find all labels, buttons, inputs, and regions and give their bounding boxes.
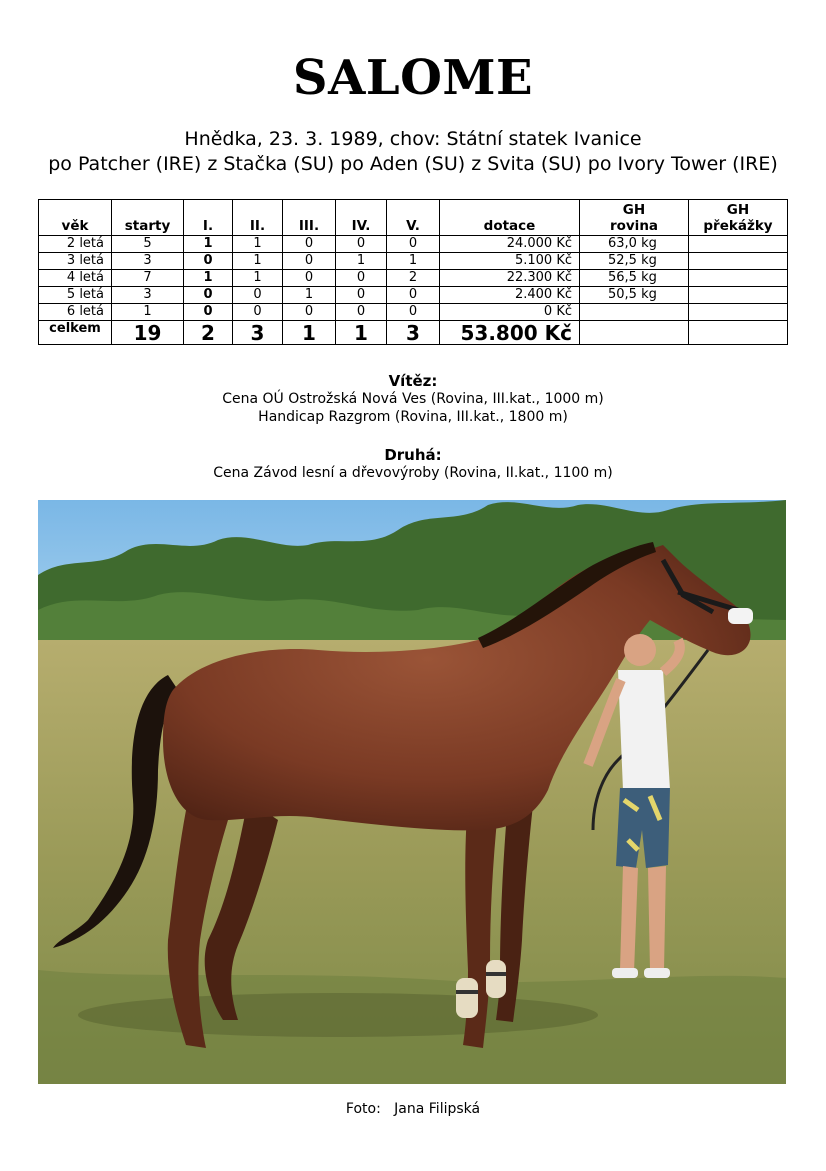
cell-age: 4 letá xyxy=(39,270,112,287)
table-header-row xyxy=(39,200,788,236)
cell-prize: 0 Kč xyxy=(440,304,580,321)
cell-third: 0 xyxy=(283,253,336,270)
cell-second: 1 xyxy=(233,253,283,270)
wins-section xyxy=(0,372,826,426)
col-header-second: II. xyxy=(233,200,283,236)
cell-starts: 7 xyxy=(112,270,184,287)
cell-fourth: 0 xyxy=(336,287,387,304)
cell-fourth: 0 xyxy=(336,304,387,321)
cell-gh-flat: 63,0 kg xyxy=(580,236,689,253)
cell-age: 5 letá xyxy=(39,287,112,304)
cell-age: 6 letá xyxy=(39,304,112,321)
cell-first: 1 xyxy=(184,236,233,253)
cell-fourth: 1 xyxy=(336,253,387,270)
race-statistics-table xyxy=(38,199,788,345)
cell-third: 1 xyxy=(283,321,336,345)
table-row xyxy=(39,253,788,270)
cell-fourth: 0 xyxy=(336,270,387,287)
cell-prize: 22.300 Kč xyxy=(440,270,580,287)
cell-fifth: 2 xyxy=(387,270,440,287)
horse-photo xyxy=(38,500,786,1084)
cell-gh-jump xyxy=(689,270,788,287)
cell-prize: 53.800 Kč xyxy=(440,321,580,345)
col-header-starts: starty xyxy=(112,200,184,236)
pedigree-line: po Patcher (IRE) z Stačka (SU) po Aden (SU) z Svita (SU) po Ivory Tower (IRE) xyxy=(48,153,778,175)
cell-fifth: 0 xyxy=(387,304,440,321)
col-header-third: III. xyxy=(283,200,336,236)
cell-fourth: 1 xyxy=(336,321,387,345)
cell-fifth: 3 xyxy=(387,321,440,345)
cell-third: 0 xyxy=(283,304,336,321)
col-header-prize: dotace xyxy=(440,200,580,236)
cell-second: 3 xyxy=(233,321,283,345)
photo-credit-author: Jana Filipská xyxy=(394,1101,481,1117)
cell-gh-flat xyxy=(580,321,689,345)
cell-fourth: 0 xyxy=(336,236,387,253)
cell-age: 3 letá xyxy=(39,253,112,270)
cell-prize: 5.100 Kč xyxy=(440,253,580,270)
cell-starts: 5 xyxy=(112,236,184,253)
table-row xyxy=(39,287,788,304)
win-item: Cena OÚ Ostrožská Nová Ves (Rovina, III.kat., 1000 m) xyxy=(222,391,604,407)
cell-gh-flat: 56,5 kg xyxy=(580,270,689,287)
table-row xyxy=(39,236,788,253)
cell-gh-jump xyxy=(689,253,788,270)
cell-starts: 1 xyxy=(112,304,184,321)
cell-first: 0 xyxy=(184,253,233,270)
photo-credit-label: Foto: xyxy=(345,1101,381,1117)
cell-gh-flat: 52,5 kg xyxy=(580,253,689,270)
cell-second: 0 xyxy=(233,304,283,321)
cell-third: 1 xyxy=(283,287,336,304)
cell-fifth: 0 xyxy=(387,236,440,253)
cell-starts: 3 xyxy=(112,253,184,270)
cell-second: 0 xyxy=(233,287,283,304)
second-places-section xyxy=(0,446,826,482)
cell-gh-flat: 50,5 kg xyxy=(580,287,689,304)
cell-fifth: 1 xyxy=(387,253,440,270)
col-header-fifth: V. xyxy=(387,200,440,236)
col-header-gh-flat xyxy=(580,200,689,236)
cell-first: 0 xyxy=(184,304,233,321)
second-place-item: Cena Závod lesní a dřevovýroby (Rovina, II.kat., 1100 m) xyxy=(213,465,613,481)
cell-third: 0 xyxy=(283,270,336,287)
cell-gh-jump xyxy=(689,321,788,345)
cell-first: 2 xyxy=(184,321,233,345)
cell-age: 2 letá xyxy=(39,236,112,253)
col-header-gh-jump xyxy=(689,200,788,236)
wins-heading: Vítěz: xyxy=(388,372,438,390)
cell-second: 1 xyxy=(233,236,283,253)
cell-first: 1 xyxy=(184,270,233,287)
second-places-heading: Druhá: xyxy=(384,446,442,464)
col-header-age: věk xyxy=(39,200,112,236)
cell-second: 1 xyxy=(233,270,283,287)
cell-fifth: 0 xyxy=(387,287,440,304)
photo-credit xyxy=(0,1101,826,1117)
col-header-fourth: IV. xyxy=(336,200,387,236)
cell-prize: 2.400 Kč xyxy=(440,287,580,304)
total-row xyxy=(39,321,788,345)
table-row xyxy=(39,304,788,321)
cell-gh-jump xyxy=(689,304,788,321)
gh-jump-label: GH překážky xyxy=(703,202,773,234)
cell-starts: 3 xyxy=(112,287,184,304)
cell-first: 0 xyxy=(184,287,233,304)
gh-flat-label: GH rovina xyxy=(609,202,659,234)
cell-prize: 24.000 Kč xyxy=(440,236,580,253)
cell-gh-flat xyxy=(580,304,689,321)
horse-name-title: SALOME xyxy=(292,50,534,106)
cell-starts: 19 xyxy=(112,321,184,345)
cell-age: celkem xyxy=(39,321,112,345)
cell-third: 0 xyxy=(283,236,336,253)
table-row xyxy=(39,270,788,287)
birth-breeder-line: Hnědka, 23. 3. 1989, chov: Státní statek Ivanice xyxy=(184,128,642,150)
col-header-first: I. xyxy=(184,200,233,236)
cell-gh-jump xyxy=(689,287,788,304)
win-item: Handicap Razgrom (Rovina, III.kat., 1800 m) xyxy=(258,409,568,425)
cell-gh-jump xyxy=(689,236,788,253)
